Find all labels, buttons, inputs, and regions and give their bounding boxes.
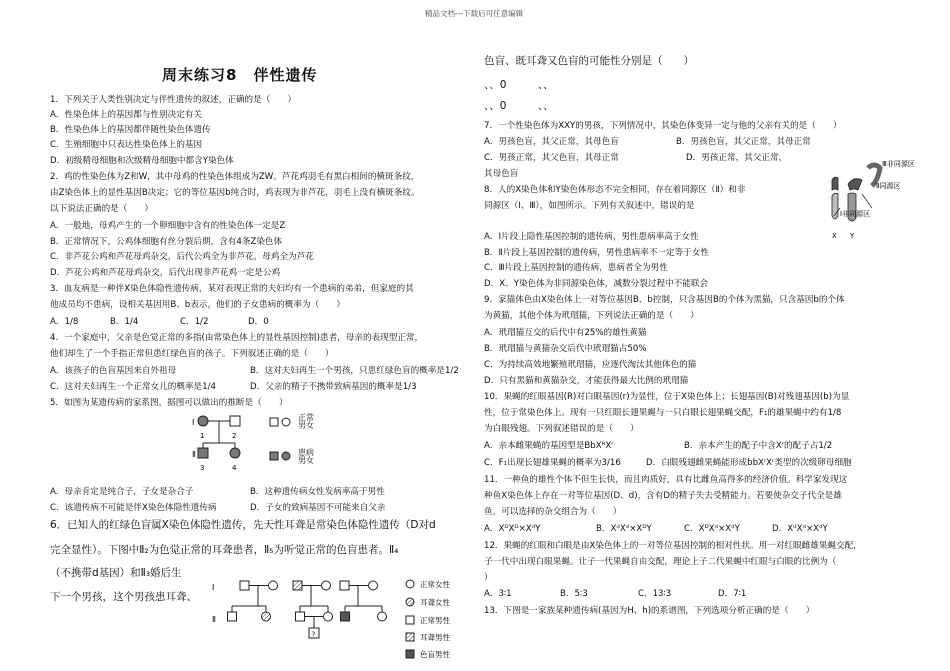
ii-4-number: 4	[232, 464, 237, 472]
gen-label-i: Ⅰ	[192, 418, 195, 427]
q4-option-c: C．这对夫妇再生一个正常女儿的概率是1/4	[50, 382, 216, 392]
q4-stem-line2: 他们却生了一个手指正常但患红绿色盲的孩子。下列叙述正确的是（ ）	[50, 349, 334, 359]
legend-normal-female-icon	[282, 418, 290, 426]
q1-option-c: C．生殖细胞中只表达性染色体上的基因	[50, 140, 203, 150]
i5-normal-male	[340, 581, 349, 590]
q6-options-row1: 、、0 、、	[484, 79, 554, 91]
ii-3-number: 3	[200, 464, 205, 472]
i-1-affected-female	[198, 416, 208, 426]
q1-stem: 1．下列关于人类性别决定与伴性遗传的叙述，正确的是（ ）	[50, 95, 297, 105]
legend-normal-male-icon	[270, 418, 278, 426]
legend-normal-text-1: 正常	[298, 413, 314, 422]
q12-option-a: A．3∶1	[484, 589, 512, 599]
q2-option-b: B．正常情况下，公鸡体细胞有丝分裂后期，含有4条Z染色体	[50, 237, 283, 247]
y-chromosome-top	[848, 179, 862, 190]
q3-option-a: A．1/8	[50, 317, 79, 327]
i2-normal-female	[269, 581, 278, 590]
q11-option-c: C．XᴰXᵈ×XᵈY	[684, 524, 740, 534]
legend-colorblind-male-label: 色盲男性	[420, 650, 450, 659]
i4-normal-female	[322, 581, 331, 590]
q10-option-b: B．亲本产生的配子中含Xʳ的配子占1/2	[684, 441, 833, 451]
q6-continuation: 色盲、既耳聋又色盲的可能性分别是（ ）	[484, 55, 694, 67]
q12-option-c: C．13∶3	[638, 589, 672, 599]
chrom-label-y: Y	[850, 232, 855, 240]
q11-stem-line2: 种鱼X染色体上存在一对等位基因(D、d)，含有D的精子失去受精能力。若要使杂交子代全是雄	[484, 491, 842, 501]
legend-affected-male-icon	[270, 452, 278, 460]
legend-affected-text-1: 患病	[298, 448, 314, 457]
q2-option-a: A．一般地，母鸡产生的一个卵细胞中含有的性染色体一定是Z	[50, 221, 286, 231]
i-2-normal-male	[230, 416, 240, 426]
q5-option-c: C．该遗传病不可能是伴X染色体隐性遗传病	[50, 503, 217, 513]
page-header: 精品文档---下载后可任意编辑	[425, 9, 524, 18]
legend-colorblind-male-icon	[406, 650, 414, 658]
q8-option-d: D．X、Y染色体为非同源染色体，减数分裂过程中不能联会	[484, 279, 709, 289]
q1-option-a: A．性染色体上的基因都与性别决定有关	[50, 110, 202, 120]
q7-option-a: A．男孩色盲，其父正常，其母色盲	[484, 137, 619, 147]
unknown-child-mark: ?	[311, 630, 316, 639]
q2-stem-line1: 2．鸡的性染色体为Z和W，其中母鸡的性染色体组成为ZW。芦花鸡羽毛有黑白相间的横斑条纹，	[50, 172, 420, 182]
q12-stem-line2: 子一代中出现白眼果蝇。让子一代果蝇自由交配，理论上子二代果蝇中红眼与白眼的比例为（	[484, 557, 837, 567]
legend-deaf-female-icon	[406, 598, 414, 606]
legend-deaf-male-icon	[406, 633, 414, 641]
q1-option-b: B．性染色体上的基因都伴随性染色体遗传	[50, 125, 211, 135]
q7-stem: 7．一个性染色体为XXY的男孩，下列情况中，其染色体变异一定与他的父亲有关的是（ ）	[484, 121, 842, 131]
q11-stem-line3: 鱼，可以选择的杂交组合为（ ）	[484, 507, 622, 517]
q6-stem-line2: 完全显性）。下图中Ⅱ₂为色觉正常的耳聋患者，Ⅱ₅为听觉正常的色盲患者。Ⅱ₄	[50, 544, 399, 556]
q7-option-d-cont: 其母色盲	[484, 169, 519, 179]
q3-option-d: D．0	[248, 317, 269, 327]
q6-stem-line3: （不携带d基因）和Ⅱ₃婚后生	[50, 567, 182, 579]
q11-option-d: D．XᵈXᵈ×XᵈY	[772, 524, 828, 534]
legend-normal-label	[298, 414, 314, 431]
legend-deaf-male-label: 耳聋男性	[420, 633, 450, 642]
q10-stem-line1: 10．果蝇的红眼基因(R)对白眼基因(r)为显性，位于X染色体上；长翅基因(B)对残翅基因(b)为显	[484, 392, 850, 402]
q4-option-b: B．这对夫妇再生一个男孩，只患红绿色盲的概率是1/2	[250, 366, 459, 376]
q1-option-d: D．初级精母细胞和次级精母细胞中都含Y染色体	[50, 156, 234, 166]
q5-option-a: A．母亲肯定是纯合子，子女是杂合子	[50, 487, 194, 497]
q6-pedigree-figure	[210, 576, 470, 666]
legend-normal-female-icon	[406, 580, 414, 588]
legend-normal-male-icon	[406, 616, 414, 624]
q9-option-a: A．玳瑁猫互交的后代中有25%的雄性黄猫	[484, 328, 647, 338]
legend-normal-female-label: 正常女性	[420, 580, 450, 589]
q5-option-b: B．这种遗传病女性发病率高于男性	[250, 487, 385, 497]
q11-option-b: B．XᵈXᵈ×XᴰY	[596, 524, 652, 534]
chrom-label-ii: Ⅱ同源区	[876, 182, 901, 190]
legend-affected-female-icon	[282, 452, 290, 460]
legend-affected-text-2: 男女	[298, 456, 314, 466]
legend-normal-text-2: 男女	[298, 421, 314, 431]
chrom-label-i: Ⅰ非同源区	[840, 210, 871, 218]
q9-option-b: B．玳瑁猫与黄猫杂交后代中玳瑁猫占50%	[484, 344, 647, 354]
q10-option-c: C．F₁出现长翅雄果蝇的概率为3/16	[484, 458, 621, 468]
q6-stem-line4: 下一个男孩，这个男孩患耳聋、	[50, 591, 197, 603]
q8-option-a: A．Ⅰ片段上隐性基因控制的遗传病，男性患病率高于女性	[484, 232, 699, 242]
q9-option-c: C．为持续高效地繁殖玳瑁猫，应逐代淘汰其他体色的猫	[484, 360, 697, 370]
q9-stem-line1: 9．家猫体色由X染色体上一对等位基因B、b控制，只含基因B的个体为黑猫，只含基因b的个体	[484, 295, 845, 305]
ii-4-affected-female	[230, 448, 240, 458]
q10-option-d: D．白眼残翅雌果蝇能形成bbXʳXʳ类型的次级卵母细胞	[646, 458, 852, 468]
q7-option-b: B．男孩色盲，其父正常，其母正常	[676, 137, 811, 147]
i-1-number: 1	[200, 432, 205, 440]
i-2-number: 2	[232, 432, 237, 440]
legend-normal-male-label: 正常男性	[420, 616, 450, 625]
q9-option-d: D．只有黑猫和黄猫杂交，才能获得最大比例的玳瑁猫	[484, 376, 689, 386]
q2-option-c: C．非芦花公鸡和芦花母鸡杂交，后代公鸡全为非芦花，母鸡全为芦花	[50, 252, 314, 262]
gen-label-ii: Ⅱ	[192, 450, 196, 459]
legend-affected-label	[298, 449, 314, 466]
q11-option-a: A．XᴰXᴰ×XᵈY	[484, 524, 541, 534]
q9-stem-line2: 为黄猫，其他个体为玳瑁猫，下列说法正确的是（ ）	[484, 311, 699, 321]
q4-stem-line1: 4．一个家庭中，父亲是色觉正常的多指(由常染色体上的显性基因控制)患者，母亲的表现型正常，	[50, 333, 424, 343]
q8-option-b: B．Ⅱ片段上基因控制的遗传病，男性患病率不一定等于女性	[484, 248, 709, 258]
q10-option-a: A．亲本雌果蝇的基因型是BbXᴿXʳ	[484, 441, 614, 451]
q11-stem-line1: 11．一种鱼的雄性个体不但生长快，而且肉质好，具有比雌鱼高得多的经济价值。科学家发现这	[484, 475, 848, 485]
q5-option-d: D．子女的致病基因不可能来自父亲	[250, 503, 386, 513]
q3-option-b: B．1/4	[110, 317, 139, 327]
chrom-label-x: X	[832, 232, 837, 240]
q8-stem-line1: 8．人的X染色体和Y染色体形态不完全相同，存在着同源区（Ⅱ）和非	[484, 185, 746, 195]
i1-normal-male	[240, 581, 249, 590]
x-chromosome-top	[832, 177, 838, 190]
q8-stem-line2: 同源区（Ⅰ、Ⅲ），如图所示。下列有关叙述中，错误的是	[484, 201, 695, 211]
q3-option-c: C．1/2	[180, 317, 209, 327]
q3-stem-line2: 他成员均不患病，设相关基因用B、b表示，他们的子女患病的概率为（ ）	[50, 300, 345, 310]
i3-deaf-male	[293, 581, 302, 590]
q12-stem-line1: 12．果蝇的红眼和白眼是由X染色体上的一对等位基因控制的相对性状。用一对红眼雌雄果蝇交配，	[484, 541, 862, 551]
ii2-deaf-female	[262, 612, 271, 621]
q10-stem-line2: 性，位于常染色体上。现有一只红眼长翅果蝇与一只白眼长翅果蝇交配，F₁的雄果蝇中约有1/8	[484, 408, 842, 418]
ii5-colorblind-male	[341, 612, 350, 621]
q5-stem: 5．如图为某遗传病的家系图，据图可以做出的推断是（ ）	[50, 398, 288, 408]
q13-stem: 13．下图是一家族某种遗传病(基因为H、h)的系谱图，下列选项分析正确的是（ ）	[484, 606, 815, 616]
q12-option-d: D．7∶1	[718, 589, 747, 599]
q6-stem-line1: 6．已知人的红绿色盲属X染色体隐性遗传，先天性耳聋是常染色体隐性遗传（D对d	[50, 519, 436, 531]
q8-option-c: C．Ⅲ片段上基因控制的遗传病，患病者全为男性	[484, 263, 668, 273]
legend-deaf-female-label: 耳聋女性	[420, 598, 450, 607]
pointer-line-ii	[862, 194, 872, 208]
ii3-normal-male	[296, 612, 305, 621]
q4-option-a: A．该孩子的色盲基因来自外祖母	[50, 366, 177, 376]
q7-option-d: D．男孩正常，其父正常，	[686, 153, 788, 163]
ii6-normal-female	[378, 612, 387, 621]
i6-normal-female	[369, 581, 378, 590]
q2-stem-line3: 以下说法正确的是（ ）	[50, 204, 154, 214]
q6-options-row2: 、、0 、、	[484, 100, 554, 112]
page-title: 周末练习8 伴性遗传	[162, 66, 318, 84]
q7-option-c: C．男孩正常，其父色盲，其母正常	[484, 153, 619, 163]
gen-label-ii: Ⅱ	[212, 615, 216, 624]
q2-stem-line2: 由Z染色体上的显性基因B决定；它的等位基因b纯合时，鸡表现为非芦花，羽毛上没有横斑条纹。	[50, 188, 420, 198]
chrom-label-iii: Ⅲ非同源区	[882, 160, 915, 168]
q3-stem-line1: 3．血友病是一种伴X染色体隐性遗传病，某对表现正常的夫妇均有一个患病的弟弟，但家庭的其	[50, 284, 414, 294]
q2-option-d: D．芦花公鸡和芦花母鸡杂交，后代出现非芦花鸡一定是公鸡	[50, 268, 281, 278]
q8-chromosome-figure	[822, 158, 932, 242]
q10-stem-line3: 为白眼残翅。下列叙述错误的是（ ）	[484, 424, 639, 434]
gen-label-i: Ⅰ	[212, 583, 215, 592]
q12-option-b: B．5∶3	[560, 589, 588, 599]
ii4-normal-female	[324, 612, 333, 621]
ii-3-affected-male	[198, 448, 208, 458]
q12-stem-line3: ）	[484, 573, 493, 583]
ii1-normal-male	[228, 612, 237, 621]
q4-option-d: D．父亲的精子不携带致病基因的概率是1/3	[250, 382, 417, 392]
